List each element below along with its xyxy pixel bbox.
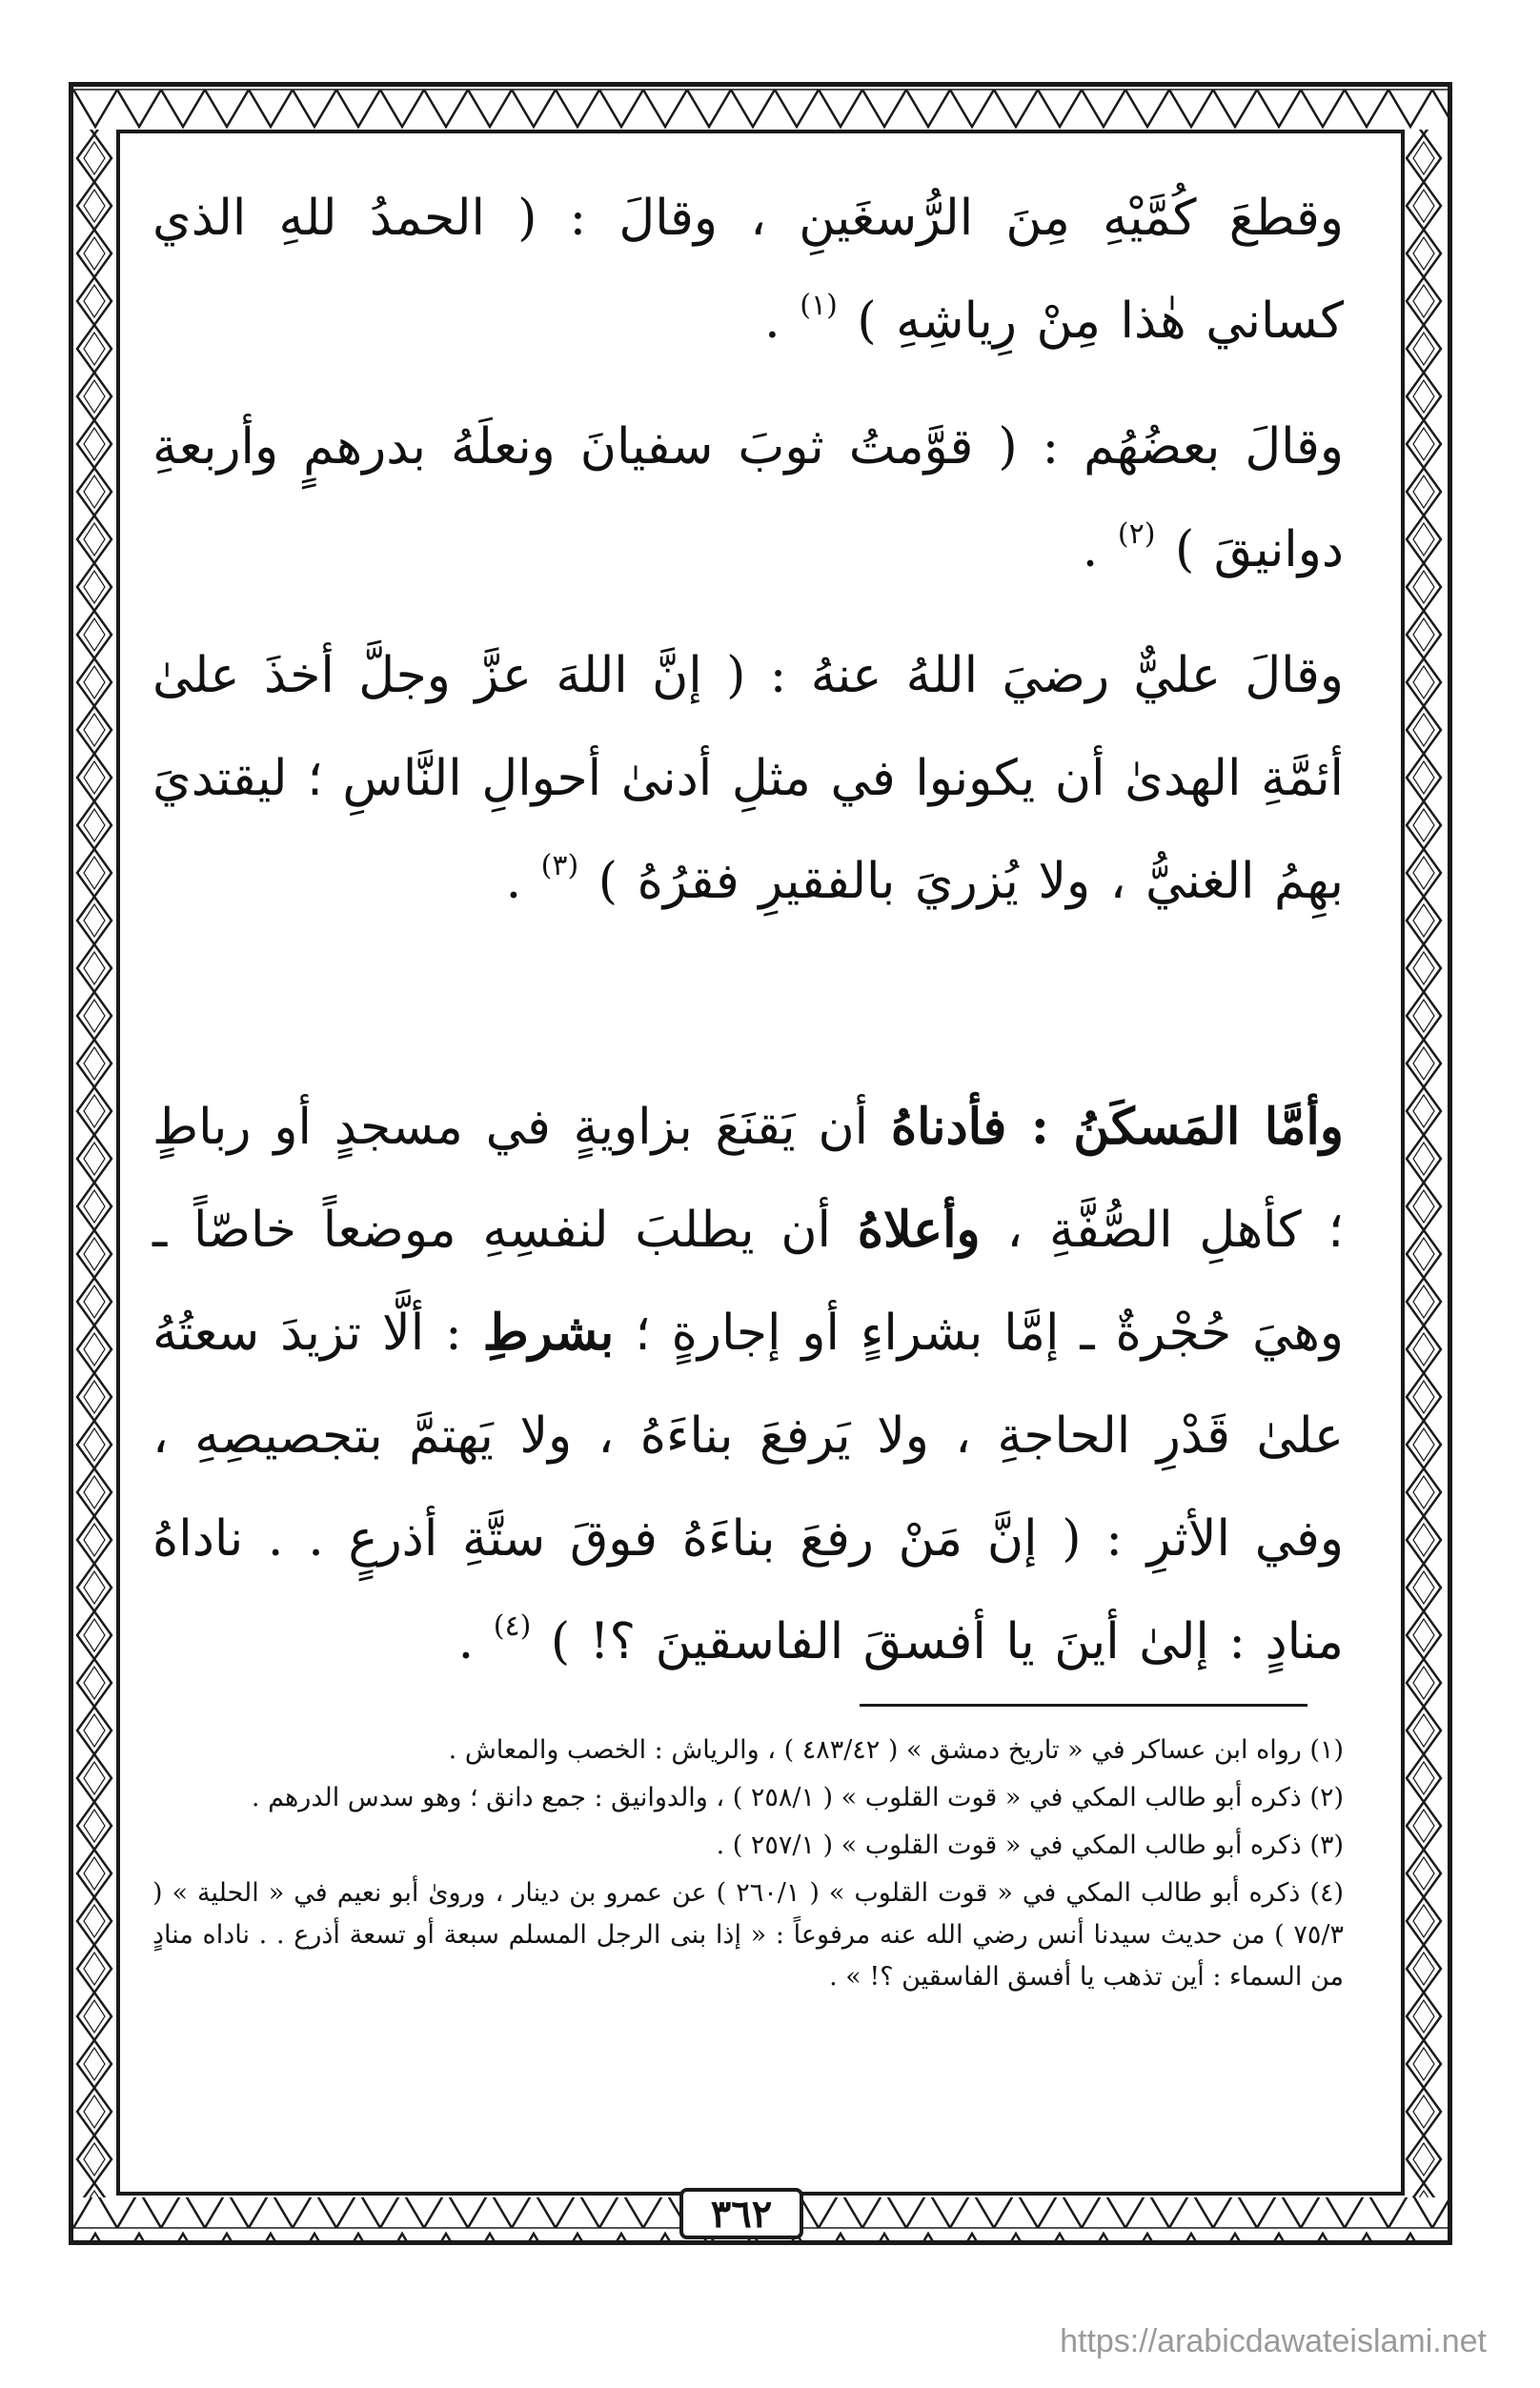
footnote-ref-1: (١) [800, 288, 838, 322]
footnote-2: (٢) ذكره أبو طالب المكي في « قوت القلوب » ( ٢٥٨/١ ) ، والدوانيق : جمع دانق ؛ وهو سدس الدرهم . [251, 1783, 1344, 1812]
main-text [152, 167, 1344, 1693]
paragraph-2: وقالَ بعضُهُم : ( قوَّمتُ ثوبَ سفيانَ ونعلَهُ بدرهمٍ وأربعةِ دوانيقَ ) $^{(٢)}$ . [152, 418, 1344, 578]
footnote-separator [860, 1704, 1307, 1707]
footnote-ref-4: (٤) [493, 1609, 532, 1643]
footnote-ref-2: (٢) [1117, 516, 1156, 551]
watermark-url: https://arabicdawateislami.net [1060, 2323, 1487, 2359]
footnote-4: (٤) ذكره أبو طالب المكي في « قوت القلوب » ( ٢٦٠/١ ) عن عمرو بن دينار ، وروىٰ أبو نعيم في « الحلية » ( ٧٥/٣ ) من حديث سيدنا أنس رضي الله عنه مرفوعاً : « إذا بنى الرجل المسلم سبعة أو تسعة أذرع . . ناداه منادٍ من السماء : أين تذهب يا أفسق الفاسقين ؟! » . [152, 1878, 1345, 1992]
paragraph-4: وأمَّا المَسكَنُ : فأدناهُ أن يَقنَعَ بزاويةٍ في مسجدٍ أو رباطٍ ؛ كأهلِ الصُّفَّةِ ، وأعلاهُ أن يطلبَ لنفسِهِ موضعاً خاصّاً ـ وهيَ حُجْرةٌ ـ إمَّا بشراءٍ أو إجارةٍ ؛ بشرطِ : ألَّا تزيدَ سعتُهُ علىٰ قَدْرِ الحاجةِ ، ولا يَرفعَ بناءَهُ ، ولا يَهتمَّ بتجصيصِهِ ، وفي الأثرِ : ( إنَّ مَنْ رفعَ بناءَهُ فوقَ ستَّةِ أذرعٍ . . ناداهُ منادٍ : إلىٰ أينَ يا أفسقَ الفاسقينَ ؟! ) $^{(٤)}$ . [152, 1098, 1345, 1670]
page-number: ٣٦٢ [679, 2188, 803, 2239]
footnote-ref-3: (٣) [540, 848, 579, 882]
paragraph-1: وقطعَ كُمَّيْهِ مِنَ الرُّسغَينِ ، وقالَ : ( الحمدُ للهِ الذي كساني هٰذا مِنْ رِياشِهِ ) $^{(١)}$ . [152, 190, 1344, 350]
footnote-1: (١) رواه ابن عساكر في « تاريخ دمشق » ( ٤٨٣/٤٢ ) ، والرياش : الخصب والمعاش . [448, 1735, 1344, 1765]
footnote-3: (٣) ذكره أبو طالب المكي في « قوت القلوب » ( ٢٥٧/١ ) . [716, 1831, 1344, 1860]
paragraph-3: وقالَ عليٌّ رضيَ اللهُ عنهُ : ( إنَّ اللهَ عزَّ وجلَّ أخذَ علىٰ أئمَّةِ الهدىٰ أن يكونوا في مثلِ أدنىٰ أحوالِ النَّاسِ ؛ ليقتديَ بهِمُ الغنيُّ ، ولا يُزريَ بالفقيرِ فقرُهُ ) $^{(٣)}$ . [152, 647, 1344, 910]
footnotes [152, 1730, 1344, 2004]
lead-term: وأمَّا المَسكَنُ : فأدناهُ [890, 1098, 1344, 1156]
